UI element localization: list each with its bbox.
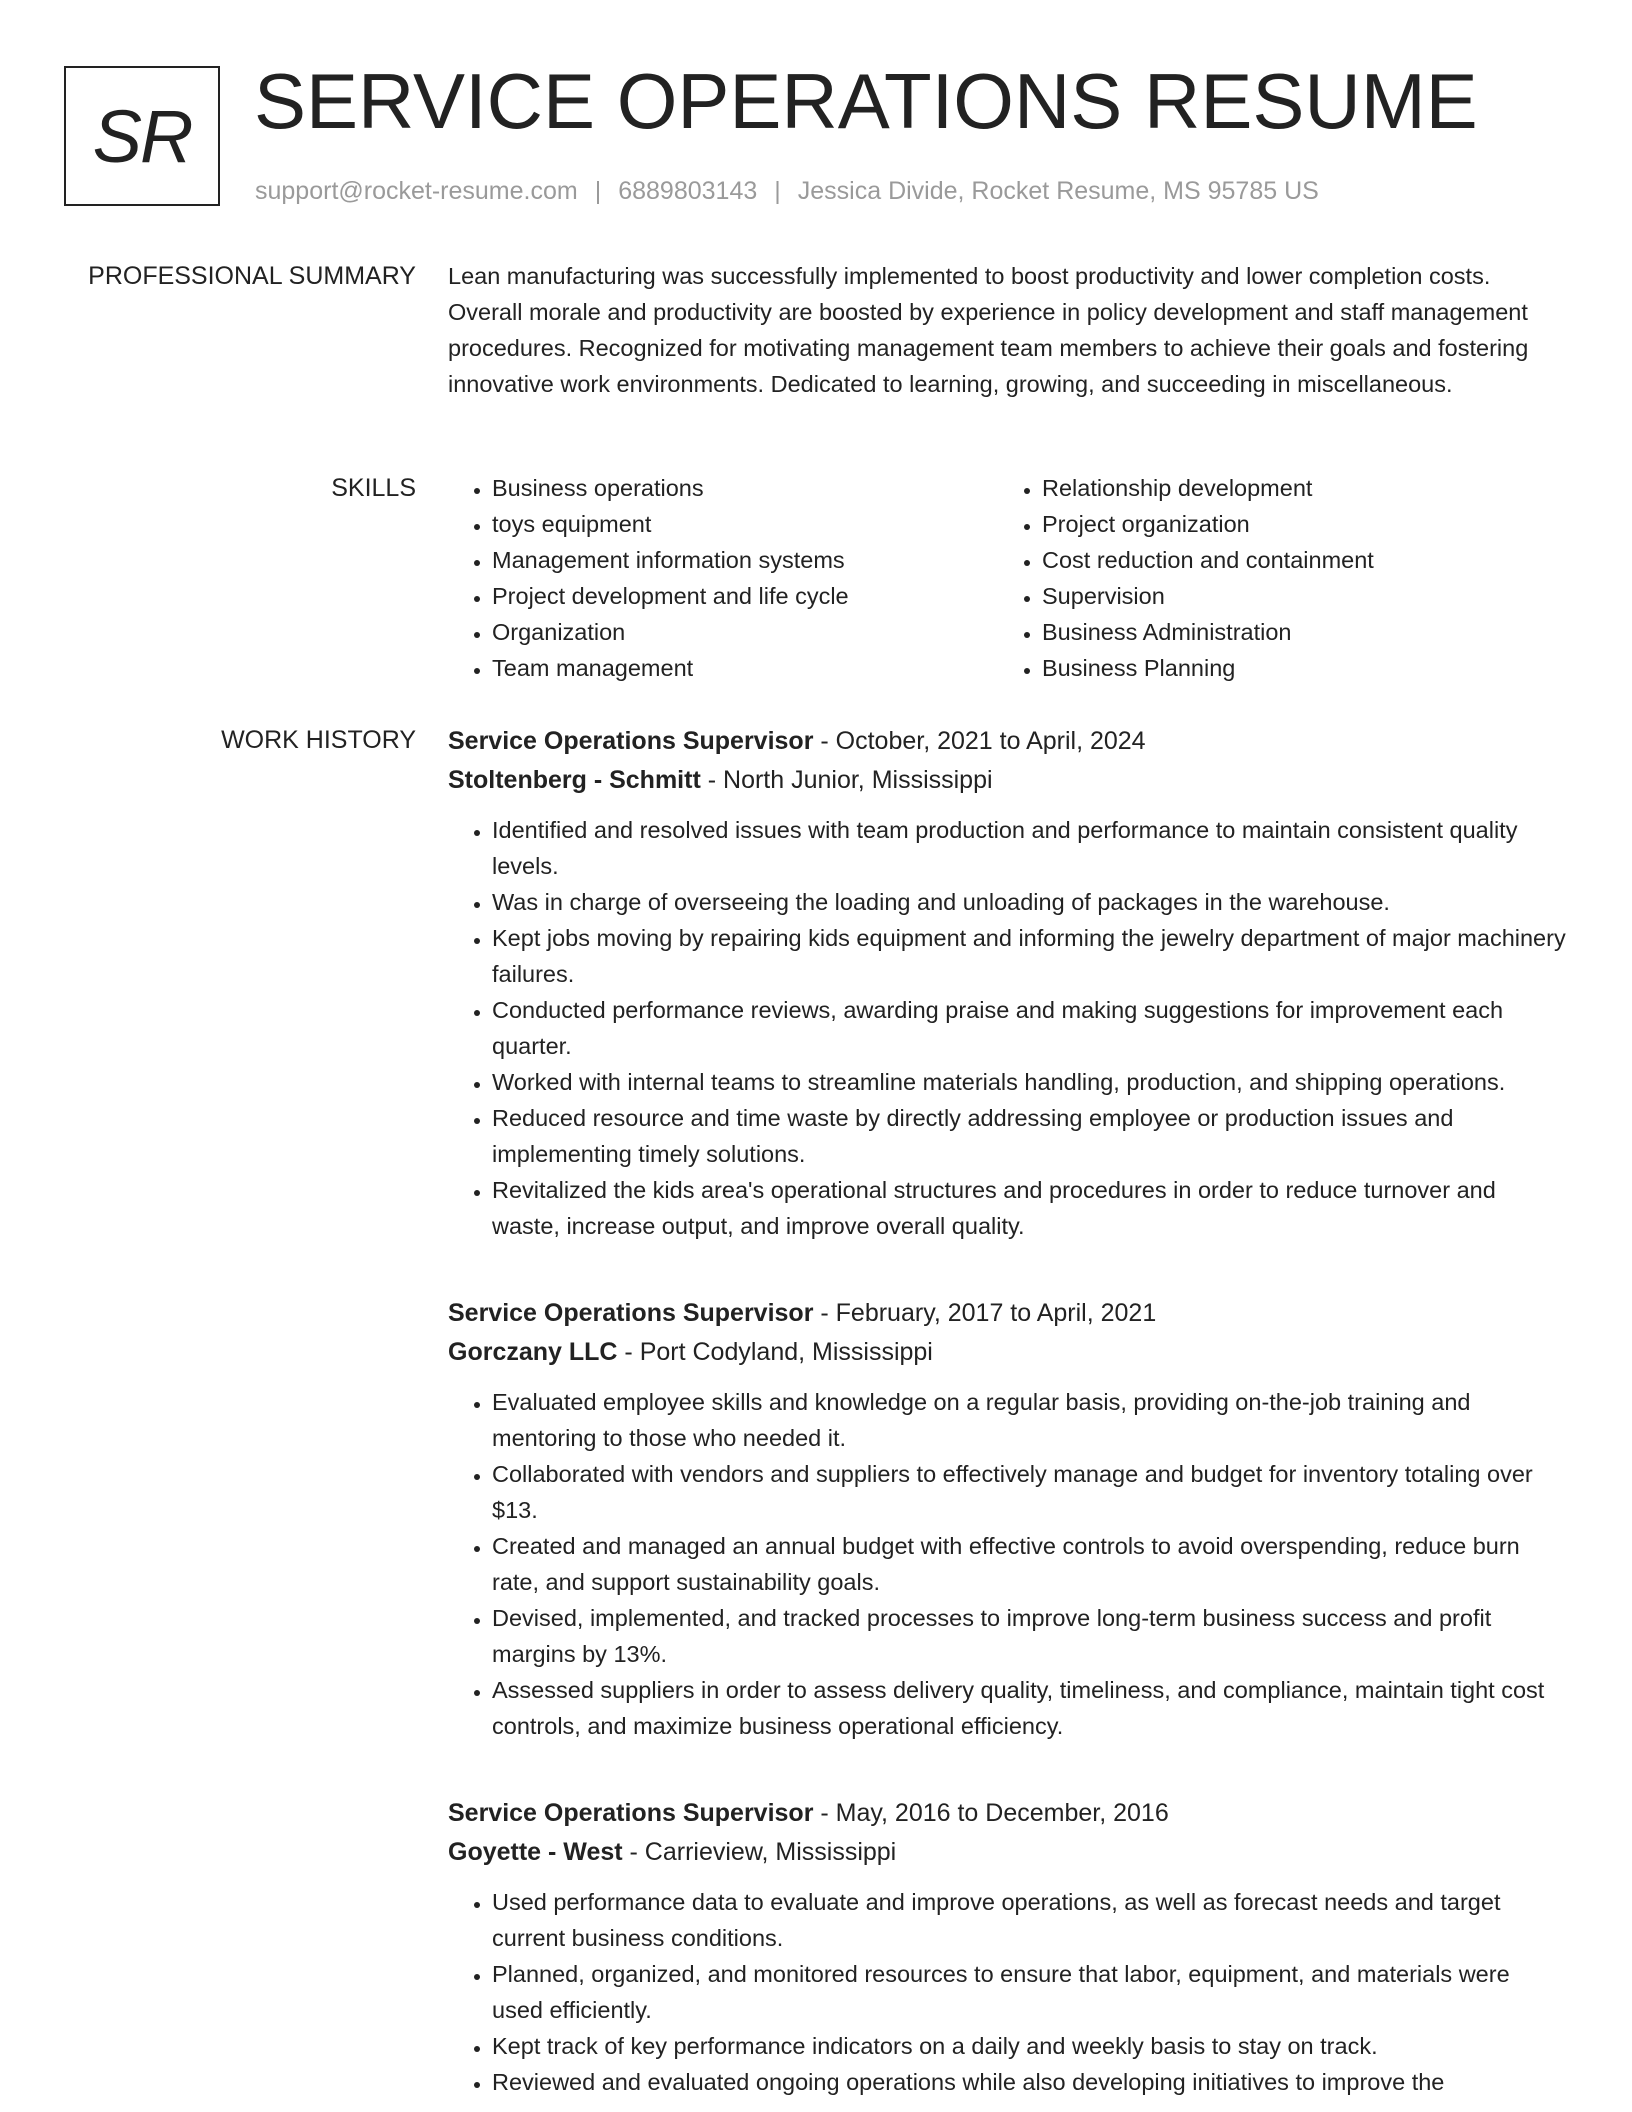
job-bullet: • Revitalized the kids area's operational structures and procedures in order to reduce turnover and waste, increase output, and improve overall quality. <box>492 1172 1566 1244</box>
monogram-initials: SR <box>92 94 192 178</box>
job-bullet: • Devised, implemented, and tracked processes to improve long-term business success and profit margins by 13%. <box>492 1600 1566 1672</box>
skills-column-right <box>998 470 1548 686</box>
skill-item: • Supervision <box>1042 578 1548 614</box>
job-bullet: • Planned, organized, and monitored resources to ensure that labor, equipment, and materials were used efficiently. <box>492 1956 1566 2028</box>
summary-body <box>448 258 1566 402</box>
job-dates: - February, 2017 to April, 2021 <box>813 1299 1157 1327</box>
skills-heading: SKILLS <box>331 474 416 502</box>
job-bullet: • Conducted performance reviews, awarding praise and making suggestions for improvement each quarter. <box>492 992 1566 1064</box>
job-entry <box>448 1794 1566 2100</box>
skill-item: • Business operations <box>492 470 998 506</box>
summary-heading: PROFESSIONAL SUMMARY <box>88 262 416 290</box>
job-title-line <box>448 1794 1566 1832</box>
contact-separator: | <box>774 177 781 205</box>
job-bullet-list <box>448 1884 1566 2100</box>
job-title: Service Operations Supervisor <box>448 727 814 755</box>
skill-item: • Business Planning <box>1042 650 1548 686</box>
job-bullet-list <box>448 812 1566 1244</box>
job-bullet: • Identified and resolved issues with team production and performance to maintain consistent quality levels. <box>492 812 1566 884</box>
contact-email[interactable]: support@rocket-resume.com <box>255 177 578 205</box>
job-company-line <box>448 760 1566 800</box>
job-bullet: • Kept track of key performance indicators on a daily and weekly basis to stay on track. <box>492 2028 1566 2064</box>
job-bullet: • Used performance data to evaluate and improve operations, as well as forecast needs and target current business conditions. <box>492 1884 1566 1956</box>
job-company-line <box>448 1832 1566 1872</box>
skill-item: • Cost reduction and containment <box>1042 542 1548 578</box>
job-location: - Port Codyland, Mississippi <box>617 1338 933 1366</box>
summary-text: Lean manufacturing was successfully implemented to boost productivity and lower completion costs. Overall morale and productivity are boosted by experience in policy development and staff management procedures. Recognized for motivating management team members to achieve their goals and fostering innovative work environments. Dedicated to learning, growing, and succeeding in miscellaneous. <box>448 263 1529 397</box>
job-entry <box>448 1294 1566 1744</box>
resume-title: SERVICE OPERATIONS RESUME <box>254 57 1478 145</box>
contact-line <box>255 174 1319 208</box>
skill-item: • Project organization <box>1042 506 1548 542</box>
job-title-line <box>448 722 1566 760</box>
job-bullet: • Was in charge of overseeing the loading and unloading of packages in the warehouse. <box>492 884 1566 920</box>
job-bullet-list <box>448 1384 1566 1744</box>
job-bullet: • Worked with internal teams to streamline materials handling, production, and shipping operations. <box>492 1064 1566 1100</box>
skill-item: • Project development and life cycle <box>492 578 998 614</box>
skill-item: • Team management <box>492 650 998 686</box>
work-history-body <box>448 722 1566 2100</box>
job-bullet: • Collaborated with vendors and suppliers to effectively manage and budget for inventory totaling over $13. <box>492 1456 1566 1528</box>
job-bullet: • Created and managed an annual budget with effective controls to avoid overspending, reduce burn rate, and support sustainability goals. <box>492 1528 1566 1600</box>
skills-column-left <box>448 470 998 686</box>
job-title: Service Operations Supervisor <box>448 1799 814 1827</box>
skill-item: • toys equipment <box>492 506 998 542</box>
job-title-line <box>448 1294 1566 1332</box>
monogram-box <box>64 66 220 206</box>
skill-item: • Relationship development <box>1042 470 1548 506</box>
skills-body <box>448 470 1566 686</box>
skill-item: • Business Administration <box>1042 614 1548 650</box>
skill-item: • Organization <box>492 614 998 650</box>
job-entry <box>448 722 1566 1244</box>
skill-item: • Management information systems <box>492 542 998 578</box>
job-bullet: • Kept jobs moving by repairing kids equipment and informing the jewelry department of major machinery failures. <box>492 920 1566 992</box>
job-dates: - October, 2021 to April, 2024 <box>813 727 1146 755</box>
job-company: Goyette - West <box>448 1838 623 1866</box>
job-bullet: • Reduced resource and time waste by directly addressing employee or production issues and implementing timely solutions. <box>492 1100 1566 1172</box>
contact-separator: | <box>594 177 602 205</box>
job-company: Stoltenberg - Schmitt <box>448 766 701 794</box>
job-bullet: • Evaluated employee skills and knowledge on a regular basis, providing on-the-job training and mentoring to those who needed it. <box>492 1384 1566 1456</box>
job-bullet: • Reviewed and evaluated ongoing operations while also developing initiatives to improve the <box>492 2064 1566 2100</box>
skills-grid <box>448 470 1566 686</box>
job-company: Gorczany LLC <box>448 1338 618 1366</box>
job-dates: - May, 2016 to December, 2016 <box>813 1799 1169 1827</box>
work-history-heading: WORK HISTORY <box>221 726 416 754</box>
job-location: - Carrieview, Mississippi <box>622 1838 897 1866</box>
job-title: Service Operations Supervisor <box>448 1299 814 1327</box>
job-company-line <box>448 1332 1566 1372</box>
job-location: - North Junior, Mississippi <box>700 766 993 794</box>
contact-phone[interactable]: 6889803143 <box>618 177 758 205</box>
job-bullet: • Assessed suppliers in order to assess delivery quality, timeliness, and compliance, maintain tight cost controls, and maximize business operational efficiency. <box>492 1672 1566 1744</box>
contact-address: Jessica Divide, Rocket Resume, MS 95785 US <box>797 177 1319 205</box>
